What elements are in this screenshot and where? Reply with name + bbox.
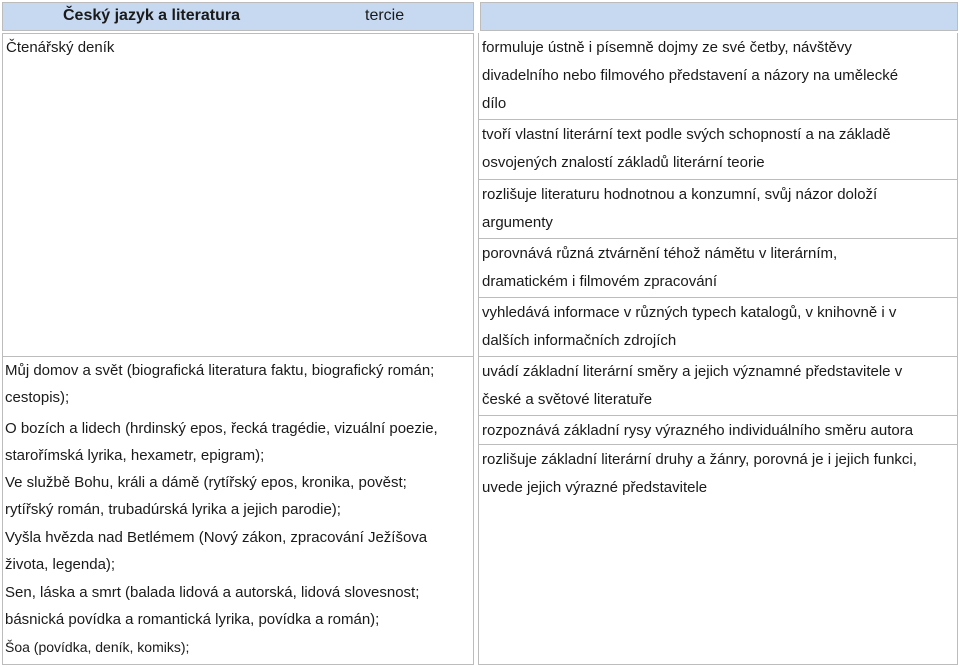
topic-line: rytířský román, trubadúrská lyrika a jejich parodie);	[5, 501, 341, 518]
outcome-line: dalších informačních zdrojích	[482, 332, 677, 349]
topic-line: Můj domov a svět (biografická literatura faktu, biografický román;	[5, 362, 435, 379]
outcome-cell	[478, 357, 958, 416]
outcome-cell	[478, 445, 958, 665]
outcome-cell	[478, 120, 958, 180]
outcome-line: uvádí základní literární směry a jejich významné představitele v	[482, 363, 903, 380]
outcome-line: české a světové literatuře	[482, 391, 653, 408]
topic-line: Vyšla hvězda nad Betlémem (Nový zákon, zpracování Ježíšova	[5, 529, 428, 546]
topic-line: O bozích a lidech (hrdinský epos, řecká tragédie, vizuální poezie,	[5, 420, 438, 437]
outcome-line: rozlišuje literaturu hodnotnou a konzumní, svůj názor doloží	[482, 186, 878, 203]
outcome-cell	[478, 239, 958, 298]
outcome-line: porovnává různá ztvárnění téhož námětu v literárním,	[482, 245, 838, 262]
subject-title: Český jazyk a literatura	[63, 7, 240, 24]
outcomes-column	[478, 33, 958, 665]
outcome-line: tvoří vlastní literární text podle svých schopností a na základě	[482, 126, 891, 143]
outcome-line: osvojených znalostí základů literární teorie	[482, 154, 765, 171]
reading-diary-label: Čtenářský deník	[6, 39, 115, 56]
outcome-cell	[478, 180, 958, 239]
topic-line: Ve službě Bohu, králi a dámě (rytířský epos, kronika, pověst;	[5, 474, 407, 491]
table-header	[2, 2, 958, 31]
outcome-line: rozlišuje základní literární druhy a žánry, porovná je i jejich funkci,	[482, 451, 917, 468]
topic-line: cestopis);	[5, 389, 70, 406]
outcome-line: formuluje ústně i písemně dojmy ze své četby, návštěvy	[482, 39, 852, 56]
outcome-line: dramatickém i filmovém zpracování	[482, 273, 718, 290]
topic-line: Sen, láska a smrt (balada lidová a autorská, lidová slovesnost;	[5, 584, 420, 601]
outcome-line: divadelního nebo filmového představení a názory na umělecké	[482, 67, 899, 84]
outcome-line: dílo	[482, 95, 507, 112]
outcome-line: argumenty	[482, 214, 553, 231]
outcome-line: uvede jejich výrazné představitele	[482, 479, 708, 496]
topic-line: života, legenda);	[5, 556, 116, 573]
outcome-cell	[478, 298, 958, 357]
header-subject-cell	[2, 2, 474, 31]
outcome-cell	[478, 33, 958, 120]
header-empty-cell	[480, 2, 958, 31]
topic-line: Šoa (povídka, deník, komiks);	[5, 639, 190, 655]
topic-line: starořímská lyrika, hexametr, epigram);	[5, 447, 265, 464]
outcome-line: rozpoznává základní rysy výrazného individuálního směru autora	[482, 422, 914, 439]
outcome-cell	[478, 416, 958, 445]
grade-label: tercie	[365, 7, 405, 24]
outcome-line: vyhledává informace v různých typech katalogů, v knihovně i v	[482, 304, 897, 321]
topic-line: básnická povídka a romantická lyrika, povídka a román);	[5, 611, 380, 628]
